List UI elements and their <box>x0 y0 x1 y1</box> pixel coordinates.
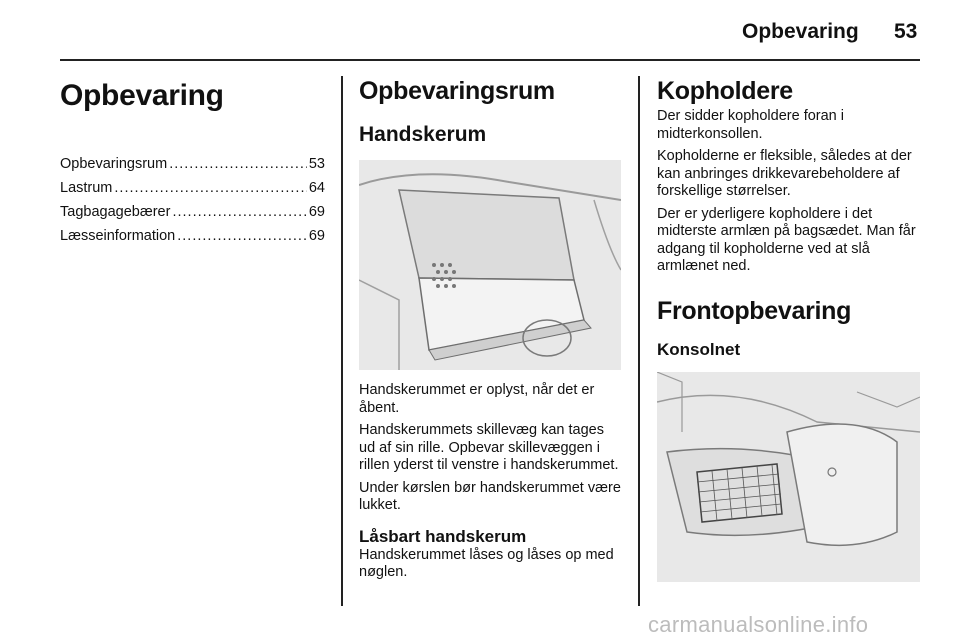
toc-leader <box>169 154 307 175</box>
table-of-contents <box>60 154 325 247</box>
watermark: carmanualsonline.info <box>648 612 869 637</box>
body-paragraph: Kopholderne er fleksible, således at der kan anbringes drikkevarebeholdere af forskellige størrelser. <box>657 148 912 199</box>
toc-entry-label: Lastrum <box>60 180 113 196</box>
toc-entry-page: 69 <box>308 228 325 244</box>
toc-leader <box>177 226 307 247</box>
toc-entry[interactable] <box>60 154 325 175</box>
cupholder-column <box>657 72 920 582</box>
column-divider-1 <box>341 76 343 606</box>
toc-entry-page: 69 <box>308 204 325 220</box>
toc-entry-label: Læsseinformation <box>60 228 176 244</box>
toc-entry[interactable] <box>60 178 325 199</box>
glovebox-column <box>359 72 621 582</box>
subsection-title: Handskerum <box>359 123 487 146</box>
body-paragraph: Der er yderligere kopholdere i det midterste armlæn på bagsædet. Man får adgang til kopholderne ved at slå armlænet ned. <box>657 205 916 274</box>
section-title: Opbevaringsrum <box>359 77 555 105</box>
body-paragraph: Handskerummet er oplyst, når det er åbent. <box>359 382 595 416</box>
body-paragraph: Under kørslen bør handskerummet være lukket. <box>359 479 621 513</box>
toc-entry-page: 64 <box>308 180 325 196</box>
toc-entry[interactable] <box>60 226 325 247</box>
toc-entry-page: 53 <box>308 156 325 172</box>
chapter-column <box>60 72 325 250</box>
toc-entry[interactable] <box>60 202 325 223</box>
subsection-title: Konsolnet <box>657 339 741 359</box>
toc-entry-label: Opbevaringsrum <box>60 156 168 172</box>
toc-entry-label: Tagbagagebærer <box>60 204 171 220</box>
body-paragraph: Der sidder kopholdere foran i midterkonsollen. <box>657 108 844 142</box>
chapter-title: Opbevaring <box>60 79 224 112</box>
page-header <box>0 0 960 60</box>
column-divider-2 <box>638 76 640 606</box>
section-title: Kopholdere <box>657 77 793 105</box>
subsection-heading: Låsbart handskerum <box>359 526 527 546</box>
page-number: 53 <box>894 20 918 43</box>
body-paragraph: Handskerummets skillevæg kan tages ud af sin rille. Opbevar skillevæggen i rillen yderst til venstre i handskerummet. <box>359 422 619 473</box>
section-title: Frontopbevaring <box>657 296 852 325</box>
body-paragraph: Handskerummet låses og låses op med nøglen. <box>359 546 614 580</box>
running-title: Opbevaring <box>742 20 859 43</box>
console-net-illustration <box>657 372 920 582</box>
toc-leader <box>172 202 306 223</box>
header-rule <box>60 59 920 61</box>
toc-leader <box>114 178 306 199</box>
glovebox-illustration <box>359 160 621 370</box>
